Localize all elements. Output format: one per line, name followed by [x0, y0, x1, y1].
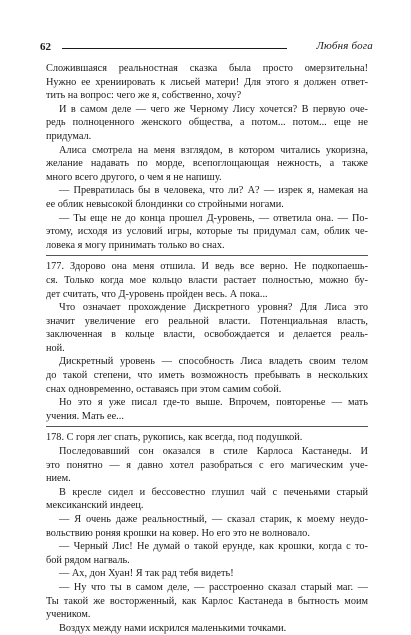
- text-line: — Я очень даже реальностный, — сказал старик, к моему неудо-: [59, 514, 368, 525]
- text-line: учеником.: [46, 609, 91, 621]
- text-line: — Ну что ты в самом деле, — расстроенно сказал старый маг. —: [59, 581, 368, 593]
- text-line: Дискретный уровень — способность Лиса владеть своим телом: [59, 356, 368, 368]
- text-line: ее облик невысокой блондинки со стройными ногами.: [46, 198, 284, 210]
- text-line: этому, исходя из условий игры, которые ты придумал сам, облик че-: [46, 226, 368, 238]
- text-section: [46, 62, 368, 252]
- text-line: Нужно ее хрениировать к лисьей матери! Для этого я должен ответ-: [46, 76, 368, 88]
- text-line: Последовавший сон оказался в стиле Карлоса Кастанеды. И: [59, 446, 368, 458]
- text-section: [46, 260, 368, 423]
- text-line: тить на вопрос: чего же я, собственно, хочу?: [46, 90, 242, 102]
- running-header: [40, 40, 373, 56]
- text-line: 177. Здорово она меня отшила. И ведь все верно. Не подкопаешь-: [46, 261, 368, 273]
- text-line: учения. Мать ее...: [46, 410, 124, 422]
- text-section: [46, 431, 368, 635]
- text-line: — Ах, дон Хуан! Я так рад тебя видеть!: [59, 568, 234, 580]
- text-line: И в самом деле — чего же Черному Лису хочется? В первую оче-: [59, 103, 368, 115]
- text-line: 178. С горя лег спать, рукопись, как всегда, под подушкой.: [46, 432, 303, 444]
- text-line: придумал.: [46, 130, 92, 142]
- text-line: Ты такой же восторженный, как Карлос Кастанеда в бытность моим: [46, 595, 368, 607]
- text-line: Но это я уже писал где-то выше. Впрочем, повторенье — мать: [59, 397, 368, 409]
- text-line: снах одновременно, оставаясь при этом самим собой.: [46, 383, 282, 395]
- text-line: ся. Только когда мое кольцо власти растает полностью, можно бу-: [46, 274, 368, 286]
- text-line: вольствию роняя крошки на ковер. Но его это не волновало.: [46, 527, 310, 539]
- text-line: бой рядом нагваль.: [46, 554, 130, 566]
- text-line: — Черный Лис! Не думай о такой ерунде, как крошки, когда с то-: [59, 541, 368, 553]
- text-line: ной.: [46, 342, 65, 354]
- text-line: В кресле сидел и бессовестно глушил чай с печеньями старый: [59, 486, 368, 498]
- text-line: ловека я могу принимать только во снах.: [46, 239, 225, 251]
- text-line: до такой степени, что иметь возможность пребывать в нескольких: [46, 370, 368, 382]
- text-line: нием.: [46, 473, 71, 485]
- running-title: Любня бога: [316, 40, 373, 52]
- text-line: значит увеличение его реальной власти. Потенциальная власть,: [46, 315, 368, 327]
- text-line: мексиканский индеец.: [46, 500, 144, 512]
- page-number: 62: [40, 41, 51, 53]
- text-line: заключенная в кольце власти, освобождается и делается реаль-: [46, 329, 368, 341]
- text-line: дет считать, что Д-уровень пройден весь. А пока...: [46, 288, 268, 300]
- text-line: Воздух между нами искрился маленькими точками.: [59, 622, 287, 634]
- text-line: — Ты еще не до конца прошел Д-уровень, — ответила она. — По-: [59, 212, 368, 224]
- text-line: много всего другого, о чем я не напишу.: [46, 171, 222, 183]
- text-line: желание надавать по морде, всепоглощающая нежность, а также: [46, 158, 368, 170]
- section-divider: [46, 255, 368, 256]
- page-body: [46, 62, 368, 635]
- text-line: это понятно — я давно хотел разобраться с его магическим уче-: [46, 459, 368, 471]
- text-line: редь полноценного женского общества, а потом... потом... еще не: [46, 117, 368, 129]
- text-line: Что означает прохождение Дискретного уровня? Для Лиса это: [59, 302, 368, 314]
- text-line: Сложившаяся реальностная сказка была просто омерзительна!: [46, 63, 368, 74]
- text-line: — Превратилась бы в человека, что ли? А? — изрек я, намекая на: [59, 185, 368, 197]
- text-line: Алиса смотрела на меня взглядом, в котором читались укоризна,: [59, 144, 368, 156]
- header-rule: [62, 48, 287, 49]
- section-divider: [46, 426, 368, 427]
